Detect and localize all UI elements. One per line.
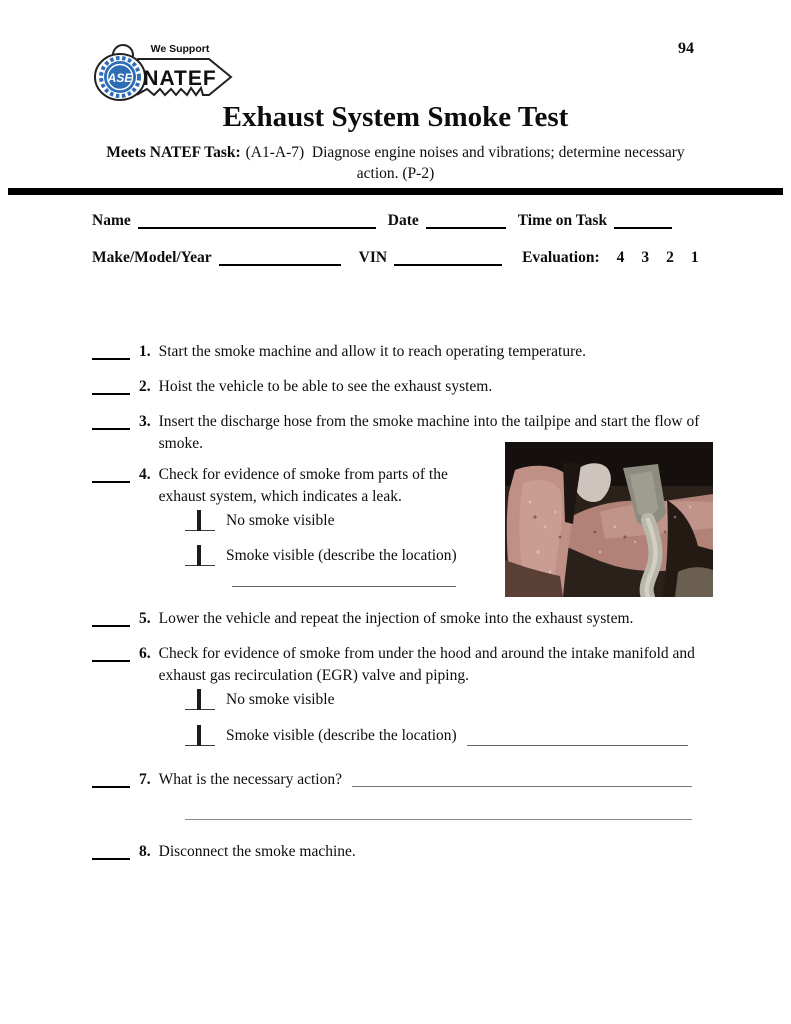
grade-blank: [92, 841, 130, 860]
step-text: Check for evidence of smoke from under the hood and around the intake manifold and exhaust gas recirculation (EGR) valve and piping.: [158, 645, 695, 684]
step-6: [92, 643, 715, 687]
checkbox-icon: [197, 689, 201, 710]
checkbox-icon: [197, 545, 201, 566]
step-6-option-smoke-visible: [185, 727, 688, 746]
step-text: Lower the vehicle and repeat the injection of smoke into the exhaust system.: [158, 610, 634, 627]
task-text: (A1-A-7) Diagnose engine noises and vibrations; determine necessary: [245, 144, 685, 161]
vin-blank: [394, 249, 502, 266]
name-label: Name: [92, 212, 131, 229]
step-5: [92, 608, 633, 630]
step-1: [92, 341, 586, 363]
step-number: 5.: [139, 610, 151, 627]
info-row-2: [92, 249, 699, 267]
step-6-option-no-smoke: [185, 691, 335, 710]
step-7-answer-blank: [352, 769, 692, 787]
evaluation-score-2: 2: [666, 249, 674, 266]
option-label: Smoke visible (describe the location): [226, 727, 457, 744]
natef-task-line: [0, 143, 791, 185]
step-4: [92, 464, 471, 508]
step-number: 1.: [139, 343, 151, 360]
step-number: 3.: [139, 413, 151, 430]
evaluation-label: Evaluation:: [522, 249, 600, 266]
time-on-task-blank: [614, 212, 672, 229]
step-number: 4.: [139, 466, 151, 483]
date-label: Date: [387, 212, 419, 229]
grade-blank: [92, 411, 130, 430]
vin-label: VIN: [358, 249, 388, 266]
grade-blank: [92, 608, 130, 627]
logo-org-name: NATEF: [143, 67, 217, 90]
ase-logo-text: ASE: [107, 71, 133, 85]
natef-key-graphic: [90, 38, 242, 104]
exhaust-photo-graphic: [505, 442, 713, 597]
step-number: 6.: [139, 645, 151, 662]
step-8: [92, 841, 356, 863]
step-6-location-blank: [467, 728, 688, 746]
exhaust-manifold-photo: [505, 442, 713, 597]
step-text: What is the necessary action?: [158, 771, 342, 788]
grade-blank: [92, 464, 130, 483]
checkbox-icon: [197, 510, 201, 531]
make-model-year-label: Make/Model/Year: [92, 249, 212, 266]
step-text: Disconnect the smoke machine.: [158, 843, 356, 860]
evaluation-score-1: 1: [690, 249, 699, 266]
evaluation-score-4: 4: [616, 249, 625, 266]
checkbox-underline: [185, 691, 215, 710]
step-2: [92, 376, 492, 398]
grade-blank: [92, 376, 130, 395]
step-4-location-blank: [232, 586, 456, 587]
step-4-option-smoke-visible: [185, 547, 457, 566]
step-number: 8.: [139, 843, 151, 860]
page-title: Exhaust System Smoke Test: [222, 101, 569, 133]
step-text: Check for evidence of smoke from parts of the exhaust system, which indicates a leak.: [158, 466, 448, 505]
step-number: 7.: [139, 771, 151, 788]
grade-blank: [92, 769, 130, 788]
logo-support-text: We Support: [150, 43, 210, 55]
page-number: 94: [678, 40, 694, 57]
info-row-1: [92, 212, 672, 230]
step-7: [92, 769, 692, 791]
step-number: 2.: [139, 378, 151, 395]
date-blank: [426, 212, 506, 229]
name-blank: [138, 212, 376, 229]
option-label: No smoke visible: [226, 691, 335, 708]
step-text: Hoist the vehicle to be able to see the exhaust system.: [158, 378, 493, 395]
step-text: Start the smoke machine and allow it to reach operating temperature.: [158, 343, 587, 360]
option-label: Smoke visible (describe the location): [226, 547, 457, 564]
step-7-answer-blank-line2: [185, 819, 692, 820]
natef-logo: [90, 38, 242, 104]
task-text-line2: action. (P-2): [356, 164, 435, 182]
grade-blank: [92, 341, 130, 360]
checkbox-underline: [185, 512, 215, 531]
step-text: Insert the discharge hose from the smoke machine into the tailpipe and start the flow of smoke.: [158, 413, 700, 452]
option-label: No smoke visible: [226, 512, 335, 529]
divider-rule: [8, 188, 783, 195]
make-model-year-blank: [219, 249, 341, 266]
checkbox-underline: [185, 727, 215, 746]
time-on-task-label: Time on Task: [517, 212, 608, 229]
evaluation-score-3: 3: [641, 249, 650, 266]
checkbox-underline: [185, 547, 215, 566]
task-label: Meets NATEF Task:: [106, 144, 241, 161]
checkbox-icon: [197, 725, 201, 746]
grade-blank: [92, 643, 130, 662]
step-4-option-no-smoke: [185, 512, 335, 531]
